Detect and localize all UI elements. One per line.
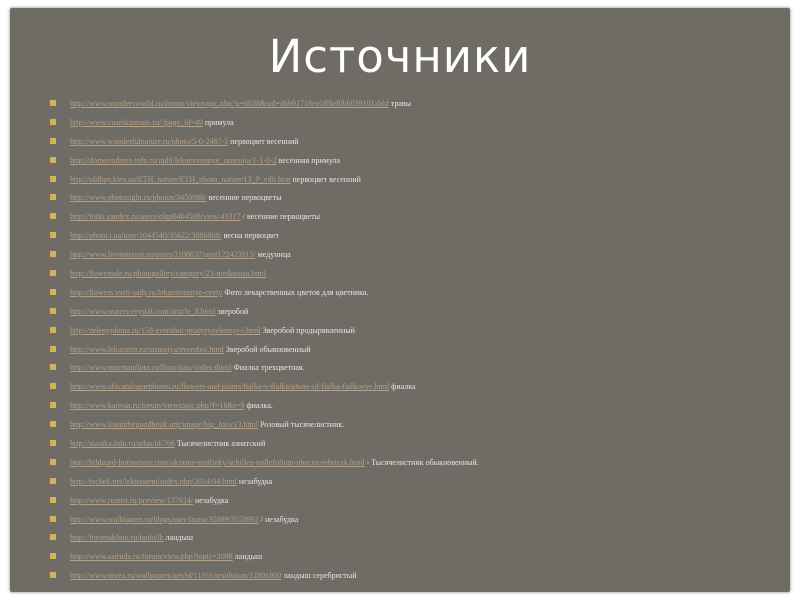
source-content	[70, 209, 320, 225]
source-content	[70, 172, 361, 188]
bullet-icon	[50, 157, 56, 163]
source-item	[50, 172, 770, 191]
source-list	[50, 96, 770, 587]
source-content	[70, 417, 344, 433]
source-item	[50, 304, 770, 323]
source-link[interactable]: http://flowersale.ru/photogallery/category/23-medunitsa.html	[70, 269, 266, 279]
source-item	[50, 134, 770, 153]
source-link[interactable]: http://fotomakfoto.ru/taubylb	[70, 533, 164, 543]
source-link[interactable]: http://www.obicataloguephotos.ru/flowers-and-plants/fialka-v-fialka/photo-of-fialka-fialkovye.html	[70, 382, 390, 392]
source-item	[50, 153, 770, 172]
source-link[interactable]: http://www.asiruda.ru/forum/view.php?topic=2098	[70, 552, 233, 562]
source-description: Розовый тысячелистник.	[258, 420, 345, 430]
source-link[interactable]: http://domovodstvo.info.ru/publ/lekarstvennye_rastenija/1-1-0-2	[70, 155, 277, 165]
bullet-icon	[50, 383, 56, 389]
bullet-icon	[50, 176, 56, 182]
bullet-icon	[50, 346, 56, 352]
source-link[interactable]: http://fotki.yandex.ru/users/olga0404500/view/41317	[70, 212, 241, 222]
source-content	[70, 285, 368, 301]
source-link[interactable]: http://www.murmanflora.ru/flora/data/violet.shtml	[70, 363, 232, 373]
source-description: Фиалка трехцветная.	[231, 363, 305, 373]
source-description: Зверобой обыкновенный	[223, 344, 311, 354]
source-description: / незабудка	[258, 514, 299, 524]
source-content	[70, 304, 248, 320]
source-item	[50, 266, 770, 285]
source-link[interactable]: http://www.lostinthegoodbook.org/image/big_foto/13.html	[70, 420, 258, 430]
source-link[interactable]: http://www.lekarstvo.ru/rasteniya/zveroboi.html	[70, 344, 224, 354]
source-link[interactable]: http://flowers.vseti-sady.ru/lekarstvennye-cvety	[70, 287, 223, 297]
source-content	[70, 549, 262, 565]
source-item	[50, 493, 770, 512]
source-item	[50, 115, 770, 134]
source-item	[50, 398, 770, 417]
source-description: примула	[202, 117, 234, 127]
source-content	[70, 360, 305, 376]
source-item	[50, 455, 770, 474]
source-description: первоцвет весенний	[290, 174, 361, 184]
bullet-icon	[50, 440, 56, 446]
source-description: весенняя примула	[276, 155, 341, 165]
source-link[interactable]: http://www.kaiwaa.ru/forum/viewtopic.php?f=18&t=9	[70, 401, 245, 411]
source-link[interactable]: http://aiaaika.info.ru/atlas/id/766	[70, 439, 175, 449]
source-content	[70, 436, 265, 452]
source-content	[70, 342, 311, 358]
bullet-icon	[50, 289, 56, 295]
source-content	[70, 190, 281, 206]
source-link[interactable]: http://www.cosmkinmate.ru/?page_id=49	[70, 117, 203, 127]
source-link[interactable]: http://www.nivea.ru/wallpapers/get/id/11161/resolution/1280x800	[70, 571, 282, 581]
source-link[interactable]: http://www.wallpapers.ru/blogs/user/fauna/35689/3558992	[70, 514, 259, 524]
source-item	[50, 512, 770, 531]
source-item	[50, 247, 770, 266]
source-description: Фото лекарственных цветов для цветника.	[222, 287, 369, 297]
bullet-icon	[50, 421, 56, 427]
bullet-icon	[50, 251, 56, 257]
bullet-icon	[50, 572, 56, 578]
source-description: первоцвет весенний	[228, 136, 299, 146]
source-description: - Тысячелистник обыкновенный.	[364, 457, 479, 467]
source-description: ландыш	[232, 552, 263, 562]
source-content	[70, 323, 355, 339]
source-content	[70, 493, 228, 509]
bullet-icon	[50, 327, 56, 333]
source-item	[50, 209, 770, 228]
bullet-icon	[50, 138, 56, 144]
source-link[interactable]: http://www.roznet.ru/preview/137924/	[70, 495, 194, 505]
source-description: фиалка.	[244, 401, 273, 411]
source-content	[70, 398, 273, 414]
source-description: незабудка	[193, 495, 229, 505]
source-link[interactable]: http://www.waters-crystal.com/article_8.html	[70, 306, 216, 316]
source-item	[50, 474, 770, 493]
source-description: ландыш	[163, 533, 193, 543]
source-description: весна первоцвет	[221, 231, 280, 241]
source-link[interactable]: http://www.wondersworld.ru/forum/viewtopic.php?p=6838&sid=d6b91716ee5ff8ef0bb039101abbf	[70, 99, 389, 108]
source-content	[70, 455, 479, 471]
bullet-icon	[50, 232, 56, 238]
bullet-icon	[50, 194, 56, 200]
source-description: / весенние первоцветы	[240, 212, 320, 222]
bullet-icon	[50, 459, 56, 465]
source-content	[70, 512, 298, 528]
source-content	[70, 379, 416, 395]
source-link[interactable]: http://zelenyjdoma.ru/158-zveroboi-prodyryavlennyi-i.html	[70, 325, 261, 335]
source-link[interactable]: http://oldboy.kiev.ua/ETH_nature/ETH_photo_nature/13_P_edit.htm	[70, 174, 291, 184]
source-item	[50, 379, 770, 398]
source-content	[70, 115, 234, 131]
source-description: незабудка	[236, 476, 273, 486]
source-description: весенние первоцветы	[206, 193, 282, 203]
source-content	[70, 247, 291, 263]
source-content	[70, 228, 279, 244]
source-description: травы	[388, 99, 412, 108]
bullet-icon	[50, 497, 56, 503]
bullet-icon	[50, 119, 56, 125]
bullet-icon	[50, 553, 56, 559]
source-link[interactable]: http://www.wonderfulnature.ru/photo/5-0-2487-3	[70, 136, 229, 146]
slide-title: Источники	[268, 30, 532, 83]
source-item	[50, 285, 770, 304]
source-content	[70, 96, 411, 112]
source-item	[50, 190, 770, 209]
source-link[interactable]: http://photo.i.ua/user/1044540/35622/3886808/	[70, 231, 222, 241]
source-link[interactable]: http://www.liveinternet.ru/users/3108637/post122423015/	[70, 250, 256, 260]
source-content	[70, 474, 272, 490]
source-content	[70, 568, 357, 584]
source-description: Тысячелистник азиатский	[174, 439, 266, 449]
source-item	[50, 549, 770, 568]
source-link[interactable]: http://tochek.net/lektrasteni/index.php/2014/04.html	[70, 476, 237, 486]
source-description: Зверобой продырявленный	[260, 325, 355, 335]
source-content	[70, 153, 340, 169]
source-item	[50, 436, 770, 455]
source-content	[70, 134, 299, 150]
source-description: ландыш серебристый	[281, 571, 357, 581]
source-item	[50, 530, 770, 549]
bullet-icon	[50, 100, 56, 106]
source-item	[50, 96, 770, 115]
bullet-icon	[50, 308, 56, 314]
source-item	[50, 568, 770, 587]
source-description: фиалка	[389, 382, 416, 392]
source-description: зверобой	[215, 306, 249, 316]
source-item	[50, 228, 770, 247]
source-link[interactable]: http://hildgard-hofmeister.com/okrasne-rostlinky/achillea-millefolium-obecna-rebricek.html	[70, 457, 365, 467]
source-content	[70, 530, 193, 546]
bullet-icon	[50, 516, 56, 522]
bullet-icon	[50, 270, 56, 276]
source-item	[50, 360, 770, 379]
bullet-icon	[50, 478, 56, 484]
source-content	[70, 266, 266, 282]
source-item	[50, 342, 770, 361]
bullet-icon	[50, 213, 56, 219]
source-description: медуница	[255, 250, 291, 260]
source-item	[50, 323, 770, 342]
bullet-icon	[50, 534, 56, 540]
bullet-icon	[50, 364, 56, 370]
source-item	[50, 417, 770, 436]
source-link[interactable]: http://www.photosight.ru/photos/3450988/	[70, 193, 207, 203]
bullet-icon	[50, 402, 56, 408]
